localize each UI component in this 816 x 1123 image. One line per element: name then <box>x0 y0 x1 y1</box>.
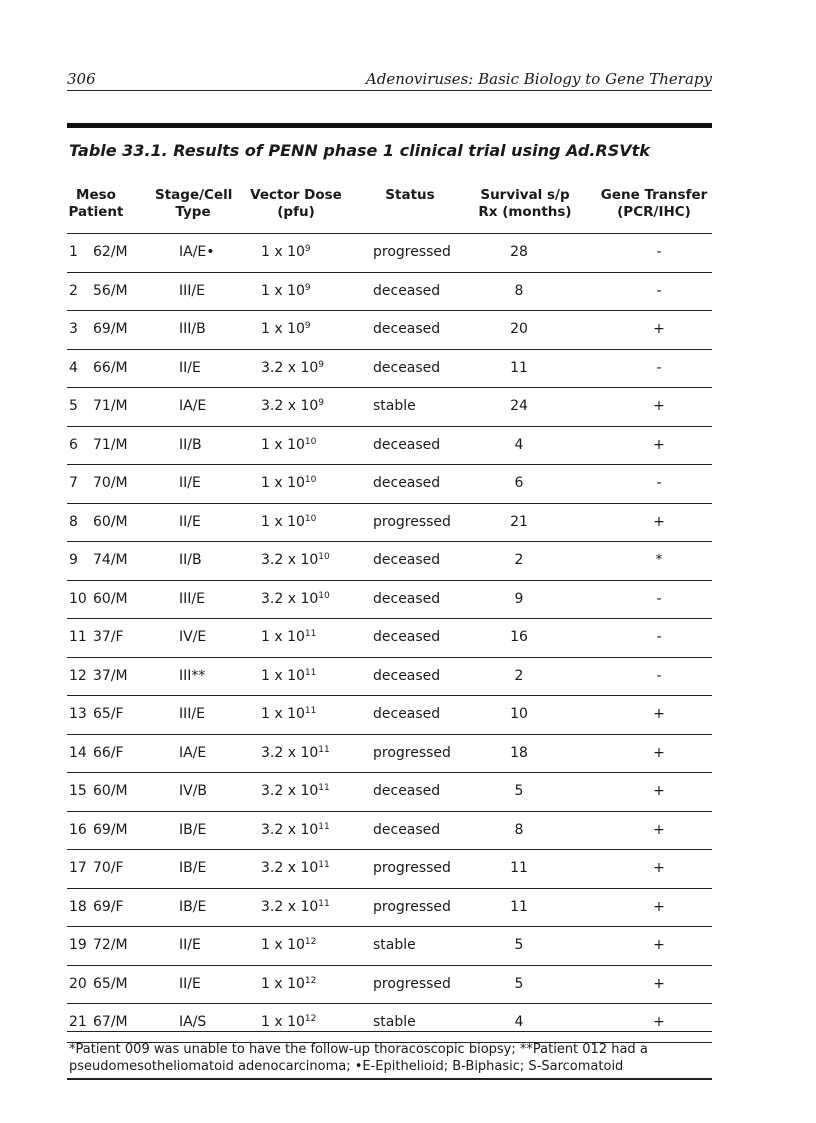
dose-base: 1 x 10 <box>261 513 305 530</box>
table-row <box>67 349 712 388</box>
cell-stage: IB/E <box>179 860 207 876</box>
cell-stage: III/B <box>179 321 206 337</box>
cell-survival: 6 <box>514 475 524 491</box>
cell-dose <box>261 321 311 337</box>
dose-base: 1 x 10 <box>261 321 305 337</box>
table-row <box>67 888 712 927</box>
cell-stage: IA/E• <box>179 244 215 260</box>
cell-dose <box>261 398 324 414</box>
cell-row-number: 15 <box>69 783 87 799</box>
cell-row-number: 16 <box>69 821 87 838</box>
header-dose-line2: (pfu) <box>277 204 315 220</box>
footnote-line2: pseudomesotheliomatoid adenocarcinoma; •E-Epithelioid; B-Biphasic; S-Sarcomatoid <box>69 1059 624 1074</box>
cell-survival: 11 <box>510 359 528 376</box>
cell-gene-transfer: + <box>653 398 665 414</box>
cell-survival: 16 <box>510 629 528 645</box>
cell-patient: 60/M <box>93 783 128 799</box>
cell-dose <box>261 783 330 799</box>
cell-survival: 4 <box>514 1014 524 1030</box>
dose-exponent: 10 <box>304 513 317 524</box>
running-head <box>67 70 712 91</box>
cell-row-number: 17 <box>69 860 87 876</box>
cell-gene-transfer: - <box>656 667 662 684</box>
cell-gene-transfer: + <box>653 1014 665 1030</box>
cell-status: progressed <box>373 860 451 876</box>
table-body <box>67 233 712 1043</box>
cell-patient: 65/F <box>93 706 124 722</box>
dose-base: 3.2 x 10 <box>261 898 319 915</box>
cell-survival: 5 <box>514 975 524 992</box>
table-title: Table 33.1. Results of PENN phase 1 clinical trial using Ad.RSVtk <box>69 141 650 160</box>
cell-status: stable <box>373 937 416 953</box>
table-row <box>67 464 712 503</box>
cell-survival: 18 <box>510 744 528 761</box>
header-patient-line1: Meso <box>76 187 116 203</box>
cell-gene-transfer: + <box>653 744 665 761</box>
cell-row-number: 4 <box>69 359 78 376</box>
cell-patient: 67/M <box>93 1014 128 1030</box>
table-row <box>67 965 712 1004</box>
cell-survival: 20 <box>510 321 528 337</box>
dose-base: 1 x 10 <box>261 706 305 722</box>
table-row <box>67 541 712 580</box>
table-row <box>67 503 712 542</box>
cell-row-number: 1 <box>69 244 78 260</box>
cell-stage: II/E <box>179 513 201 530</box>
cell-patient: 72/M <box>93 937 128 953</box>
dose-exponent: 11 <box>318 783 330 793</box>
cell-patient: 74/M <box>93 552 128 568</box>
cell-gene-transfer: - <box>656 282 662 299</box>
cell-status: deceased <box>373 590 441 607</box>
cell-dose <box>261 976 316 992</box>
cell-status: stable <box>373 1014 416 1030</box>
dose-exponent: 9 <box>304 244 311 254</box>
cell-dose <box>261 860 330 876</box>
cell-patient: 66/F <box>93 744 124 761</box>
cell-gene-transfer: + <box>653 783 665 799</box>
header-survival-line1: Survival s/p <box>480 187 570 203</box>
cell-patient: 60/M <box>93 590 128 607</box>
cell-status: deceased <box>373 629 441 645</box>
cell-patient: 37/M <box>93 667 128 684</box>
cell-row-number: 2 <box>69 282 78 299</box>
dose-base: 3.2 x 10 <box>261 590 319 607</box>
dose-exponent: 11 <box>304 667 317 678</box>
table-row <box>67 310 712 349</box>
cell-status: deceased <box>373 436 441 453</box>
cell-row-number: 8 <box>69 513 78 530</box>
dose-exponent: 11 <box>318 744 330 755</box>
table-row <box>67 849 712 888</box>
table-row <box>67 580 712 619</box>
cell-gene-transfer: + <box>653 321 665 337</box>
cell-stage: IA/E <box>179 398 207 414</box>
cell-survival: 2 <box>514 667 524 684</box>
dose-base: 1 x 10 <box>261 629 305 645</box>
cell-dose <box>261 514 316 530</box>
cell-gene-transfer: - <box>656 359 662 376</box>
cell-stage: II/E <box>179 475 201 491</box>
cell-survival: 10 <box>510 706 528 722</box>
dose-exponent: 10 <box>304 436 317 447</box>
cell-gene-transfer: + <box>653 821 665 838</box>
cell-row-number: 18 <box>69 898 87 915</box>
dose-base: 3.2 x 10 <box>261 744 319 761</box>
cell-survival: 8 <box>514 821 524 838</box>
table-row <box>67 618 712 657</box>
dose-base: 1 x 10 <box>261 244 305 260</box>
cell-status: deceased <box>373 552 441 568</box>
cell-gene-transfer: - <box>656 590 662 607</box>
cell-gene-transfer: + <box>653 513 665 530</box>
table-row <box>67 772 712 811</box>
header-dose-line1: Vector Dose <box>250 187 342 203</box>
cell-dose <box>261 591 330 607</box>
table-top-rule <box>67 123 712 128</box>
cell-stage: IV/B <box>179 783 208 799</box>
dose-exponent: 11 <box>318 898 330 909</box>
cell-status: deceased <box>373 667 441 684</box>
dose-base: 1 x 10 <box>261 1014 305 1030</box>
header-survival-line2: Rx (months) <box>478 204 572 220</box>
dose-base: 1 x 10 <box>261 282 305 299</box>
cell-dose <box>261 283 311 299</box>
table-row <box>67 657 712 696</box>
cell-survival: 2 <box>514 552 524 568</box>
page-number: 306 <box>67 70 96 88</box>
cell-status: progressed <box>373 244 451 260</box>
cell-row-number: 12 <box>69 667 87 684</box>
header-dose <box>248 187 344 221</box>
cell-status: progressed <box>373 975 451 992</box>
cell-row-number: 3 <box>69 321 78 337</box>
dose-base: 3.2 x 10 <box>261 783 319 799</box>
header-gene-transfer <box>598 187 710 221</box>
cell-gene-transfer: + <box>653 975 665 992</box>
cell-patient: 71/M <box>93 398 128 414</box>
dose-base: 1 x 10 <box>261 667 305 684</box>
cell-dose <box>261 360 324 376</box>
cell-patient: 69/M <box>93 321 128 337</box>
cell-dose <box>261 1014 316 1030</box>
cell-dose <box>261 629 316 645</box>
cell-patient: 62/M <box>93 244 128 260</box>
cell-patient: 71/M <box>93 436 128 453</box>
cell-row-number: 14 <box>69 744 87 761</box>
header-patient-line2: Patient <box>68 204 124 220</box>
cell-gene-transfer: + <box>653 706 665 722</box>
cell-survival: 4 <box>514 436 524 453</box>
cell-patient: 65/M <box>93 975 128 992</box>
cell-status: deceased <box>373 321 441 337</box>
table-row <box>67 926 712 965</box>
dose-exponent: 11 <box>318 821 330 832</box>
cell-dose <box>261 475 316 491</box>
book-title: Adenoviruses: Basic Biology to Gene Therapy <box>365 70 712 88</box>
cell-gene-transfer: - <box>656 475 662 491</box>
dose-base: 3.2 x 10 <box>261 821 319 838</box>
dose-exponent: 12 <box>304 1014 317 1024</box>
header-stage-line1: Stage/Cell <box>155 187 233 203</box>
cell-gene-transfer: + <box>653 436 665 453</box>
cell-stage: III/E <box>179 590 205 607</box>
cell-row-number: 7 <box>69 475 78 491</box>
cell-stage: II/B <box>179 552 202 568</box>
cell-stage: III/E <box>179 706 205 722</box>
header-stage <box>155 187 231 221</box>
cell-status: progressed <box>373 898 451 915</box>
cell-row-number: 9 <box>69 552 78 568</box>
cell-row-number: 6 <box>69 436 78 453</box>
footnote-bottom-rule <box>67 1078 712 1080</box>
cell-stage: II/E <box>179 975 201 992</box>
dose-exponent: 11 <box>318 860 330 870</box>
cell-stage: II/B <box>179 436 202 453</box>
cell-status: deceased <box>373 282 441 299</box>
cell-patient: 56/M <box>93 282 128 299</box>
dose-exponent: 9 <box>304 321 311 331</box>
dose-exponent: 12 <box>304 937 317 947</box>
table-row <box>67 272 712 311</box>
header-status <box>378 187 442 204</box>
cell-patient: 69/M <box>93 821 128 838</box>
dose-base: 1 x 10 <box>261 937 305 953</box>
dose-exponent: 12 <box>304 975 317 986</box>
cell-dose <box>261 745 330 761</box>
dose-base: 1 x 10 <box>261 475 305 491</box>
header-status-line1: Status <box>385 187 435 203</box>
cell-patient: 69/F <box>93 898 124 915</box>
cell-survival: 5 <box>514 783 524 799</box>
cell-dose <box>261 899 330 915</box>
header-survival <box>478 187 572 221</box>
cell-gene-transfer: + <box>653 937 665 953</box>
dose-exponent: 9 <box>318 398 324 408</box>
table-footnote <box>69 1041 709 1075</box>
table-row <box>67 734 712 773</box>
dose-exponent: 9 <box>318 359 324 370</box>
dose-base: 3.2 x 10 <box>261 359 319 376</box>
cell-survival: 11 <box>510 898 528 915</box>
cell-status: deceased <box>373 783 441 799</box>
cell-gene-transfer: * <box>655 552 663 568</box>
dose-exponent: 10 <box>318 590 330 601</box>
table-row <box>67 695 712 734</box>
dose-exponent: 9 <box>304 282 311 293</box>
table-row <box>67 811 712 850</box>
header-stage-line2: Type <box>175 204 211 220</box>
dose-exponent: 11 <box>304 706 317 716</box>
cell-gene-transfer: - <box>656 629 662 645</box>
cell-row-number: 21 <box>69 1014 87 1030</box>
cell-dose <box>261 437 316 453</box>
header-patient <box>67 187 125 221</box>
cell-stage: IA/E <box>179 744 207 761</box>
dose-base: 3.2 x 10 <box>261 860 319 876</box>
dose-exponent: 10 <box>318 552 330 562</box>
cell-dose <box>261 244 311 260</box>
dose-base: 1 x 10 <box>261 436 305 453</box>
cell-row-number: 20 <box>69 975 87 992</box>
table-row <box>67 387 712 426</box>
header-gene-line1: Gene Transfer <box>600 187 708 203</box>
cell-status: deceased <box>373 475 441 491</box>
dose-base: 3.2 x 10 <box>261 398 319 414</box>
cell-row-number: 19 <box>69 937 87 953</box>
cell-status: progressed <box>373 513 451 530</box>
cell-dose <box>261 552 330 568</box>
cell-survival: 28 <box>510 244 528 260</box>
cell-survival: 9 <box>514 590 524 607</box>
cell-dose <box>261 822 330 838</box>
cell-survival: 24 <box>510 398 528 414</box>
cell-stage: III/E <box>179 282 205 299</box>
cell-stage: III** <box>179 667 206 684</box>
cell-dose <box>261 668 316 684</box>
cell-survival: 21 <box>510 513 528 530</box>
dose-exponent: 11 <box>304 629 317 639</box>
cell-stage: II/E <box>179 937 201 953</box>
footnote-line1: *Patient 009 was unable to have the follow-up thoracoscopic biopsy; **Patient 012 had a <box>69 1042 648 1057</box>
cell-dose <box>261 706 316 722</box>
cell-patient: 60/M <box>93 513 128 530</box>
dose-base: 3.2 x 10 <box>261 552 319 568</box>
cell-patient: 37/F <box>93 629 124 645</box>
cell-survival: 11 <box>510 860 528 876</box>
cell-stage: IA/S <box>179 1014 207 1030</box>
cell-patient: 66/M <box>93 359 128 376</box>
cell-gene-transfer: - <box>656 244 662 260</box>
table-row <box>67 1003 712 1043</box>
cell-patient: 70/F <box>93 860 124 876</box>
cell-gene-transfer: + <box>653 898 665 915</box>
cell-stage: IB/E <box>179 821 207 838</box>
table-bottom-rule <box>67 1031 712 1032</box>
cell-status: deceased <box>373 821 441 838</box>
cell-stage: II/E <box>179 359 201 376</box>
cell-row-number: 10 <box>69 590 87 607</box>
cell-stage: IB/E <box>179 898 207 915</box>
cell-gene-transfer: + <box>653 860 665 876</box>
cell-survival: 8 <box>514 282 524 299</box>
cell-row-number: 5 <box>69 398 78 414</box>
cell-status: deceased <box>373 706 441 722</box>
dose-exponent: 10 <box>304 475 317 485</box>
cell-dose <box>261 937 316 953</box>
cell-row-number: 13 <box>69 706 87 722</box>
cell-status: progressed <box>373 744 451 761</box>
dose-base: 1 x 10 <box>261 975 305 992</box>
table-row <box>67 426 712 465</box>
table-row <box>67 233 712 272</box>
header-gene-line2: (PCR/IHC) <box>617 204 691 220</box>
cell-row-number: 11 <box>69 629 87 645</box>
cell-stage: IV/E <box>179 629 207 645</box>
cell-status: deceased <box>373 359 441 376</box>
cell-patient: 70/M <box>93 475 128 491</box>
cell-survival: 5 <box>514 937 524 953</box>
cell-status: stable <box>373 398 416 414</box>
